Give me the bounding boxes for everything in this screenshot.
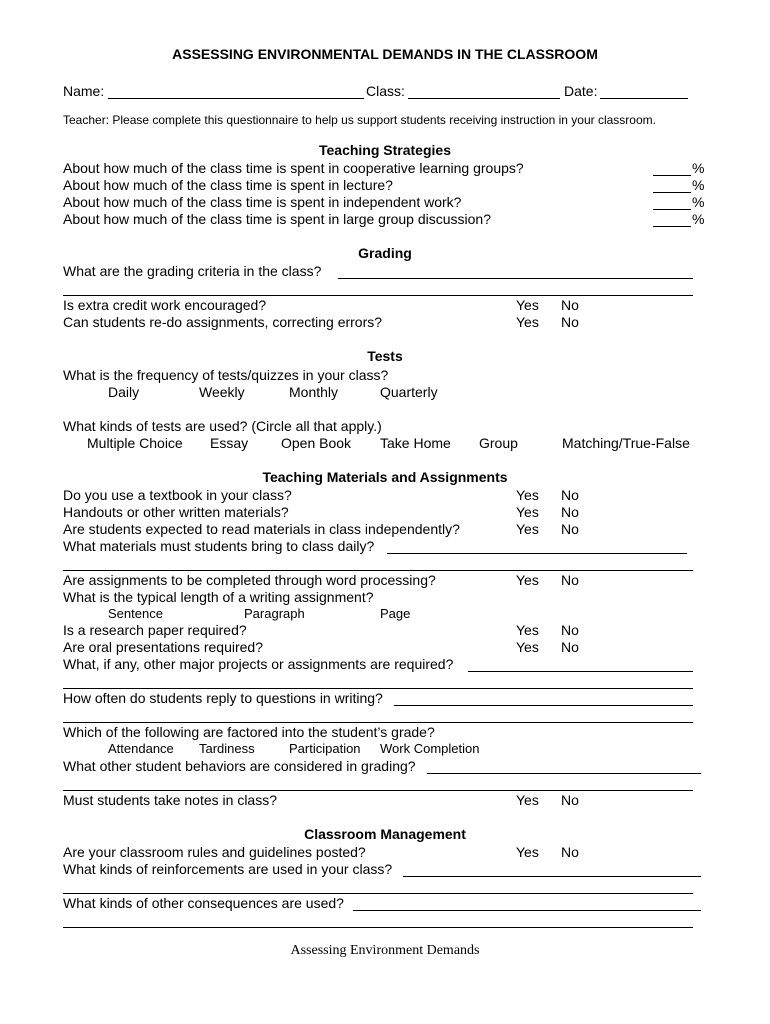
grade-factor-option[interactable]: Work Completion [380,741,480,756]
textbook-question: Do you use a textbook in your class? [63,487,292,503]
research-paper-question: Is a research paper required? [63,622,247,638]
no-option[interactable]: No [561,622,579,638]
reinforcements-field-2[interactable] [63,893,693,894]
test-kind-option[interactable]: Matching/True-False [562,435,690,451]
no-option[interactable]: No [561,314,579,330]
page-title: ASSESSING ENVIRONMENTAL DEMANDS IN THE CLASSROOM [172,46,598,62]
frequency-option[interactable]: Quarterly [380,384,438,400]
yes-option[interactable]: Yes [516,504,539,520]
percent-field[interactable] [653,175,691,176]
reinforcements-field[interactable] [403,876,701,877]
notes-question: Must students take notes in class? [63,792,277,808]
reply-writing-question: How often do students reply to questions in writing? [63,690,383,706]
teaching-strategies-heading: Teaching Strategies [318,142,451,158]
reinforcements-question: What kinds of reinforcements are used in your class? [63,861,393,877]
no-option[interactable]: No [561,792,579,808]
grade-factor-option[interactable]: Participation [289,741,361,756]
frequency-option[interactable]: Daily [108,384,140,400]
materials-heading: Teaching Materials and Assignments [262,469,508,485]
grading-heading: Grading [358,245,412,261]
grade-factor-option[interactable]: Tardiness [199,741,255,756]
percent-sign: % [692,194,705,210]
date-field[interactable] [600,98,688,99]
ts-question: About how much of the class time is spent in large group discussion? [63,211,492,227]
bring-materials-question: What materials must students bring to class daily? [63,538,375,554]
no-option[interactable]: No [561,572,579,588]
no-option[interactable]: No [561,297,579,313]
no-option[interactable]: No [561,521,579,537]
no-option[interactable]: No [561,844,579,860]
percent-field[interactable] [653,226,691,227]
test-kind-option[interactable]: Open Book [281,435,352,451]
word-processing-question: Are assignments to be completed through word processing? [63,572,436,588]
rules-posted-question: Are your classroom rules and guidelines posted? [63,844,366,860]
yes-option[interactable]: Yes [516,622,539,638]
extra-credit-question: Is extra credit work encouraged? [63,297,267,313]
handouts-question: Handouts or other written materials? [63,504,289,520]
reply-writing-field-2[interactable] [63,722,693,723]
no-option[interactable]: No [561,504,579,520]
consequences-field[interactable] [353,910,701,911]
read-independently-question: Are students expected to read materials in class independently? [63,521,460,537]
percent-sign: % [692,160,705,176]
test-kind-option[interactable]: Group [479,435,518,451]
test-kind-option[interactable]: Essay [210,435,249,451]
behaviors-question: What other student behaviors are considered in grading? [63,758,416,774]
class-field[interactable] [408,98,560,99]
projects-field[interactable] [468,671,693,672]
date-label: Date: [564,83,598,99]
consequences-question: What kinds of other consequences are used? [63,895,344,911]
instructions: Teacher: Please complete this questionnaire to help us support students receiving instruction in your classroom. [63,113,656,127]
length-option[interactable]: Page [380,606,411,621]
yes-option[interactable]: Yes [516,844,539,860]
ts-question: About how much of the class time is spent in lecture? [63,177,393,193]
behaviors-field-2[interactable] [63,790,693,791]
name-field[interactable] [108,98,364,99]
percent-field[interactable] [653,192,691,193]
class-label: Class: [366,83,405,99]
length-option[interactable]: Sentence [108,606,163,621]
test-kind-option[interactable]: Take Home [380,435,451,451]
test-kinds-question: What kinds of tests are used? (Circle all that apply.) [63,418,382,434]
frequency-option[interactable]: Monthly [289,384,339,400]
percent-field[interactable] [653,209,691,210]
oral-presentations-question: Are oral presentations required? [63,639,264,655]
bring-materials-field-2[interactable] [63,570,693,571]
tests-heading: Tests [367,348,403,364]
yes-option[interactable]: Yes [516,314,539,330]
frequency-question: What is the frequency of tests/quizzes in your class? [63,367,389,383]
yes-option[interactable]: Yes [516,297,539,313]
frequency-option[interactable]: Weekly [199,384,245,400]
bring-materials-field[interactable] [387,553,687,554]
percent-sign: % [692,211,705,227]
projects-field-2[interactable] [63,688,693,689]
name-label: Name: [63,83,105,99]
ts-question: About how much of the class time is spent in cooperative learning groups? [63,160,524,176]
grading-criteria-question: What are the grading criteria in the class? [63,263,322,279]
grading-criteria-field-2[interactable] [63,295,693,296]
yes-option[interactable]: Yes [516,639,539,655]
grade-factors-question: Which of the following are factored into the student’s grade? [63,724,435,740]
behaviors-field[interactable] [427,773,701,774]
no-option[interactable]: No [561,639,579,655]
ts-question: About how much of the class time is spent in independent work? [63,194,462,210]
classroom-management-heading: Classroom Management [304,826,466,842]
test-kind-option[interactable]: Multiple Choice [87,435,183,451]
length-option[interactable]: Paragraph [244,606,305,621]
writing-length-question: What is the typical length of a writing assignment? [63,589,374,605]
yes-option[interactable]: Yes [516,572,539,588]
projects-question: What, if any, other major projects or assignments are required? [63,656,454,672]
redo-question: Can students re-do assignments, correcting errors? [63,314,383,330]
reply-writing-field[interactable] [394,705,693,706]
grading-criteria-field[interactable] [338,278,693,279]
no-option[interactable]: No [561,487,579,503]
yes-option[interactable]: Yes [516,487,539,503]
consequences-field-2[interactable] [63,927,693,928]
yes-option[interactable]: Yes [516,521,539,537]
page-footer: Assessing Environment Demands [290,943,480,958]
percent-sign: % [692,177,705,193]
grade-factor-option[interactable]: Attendance [108,741,174,756]
yes-option[interactable]: Yes [516,792,539,808]
